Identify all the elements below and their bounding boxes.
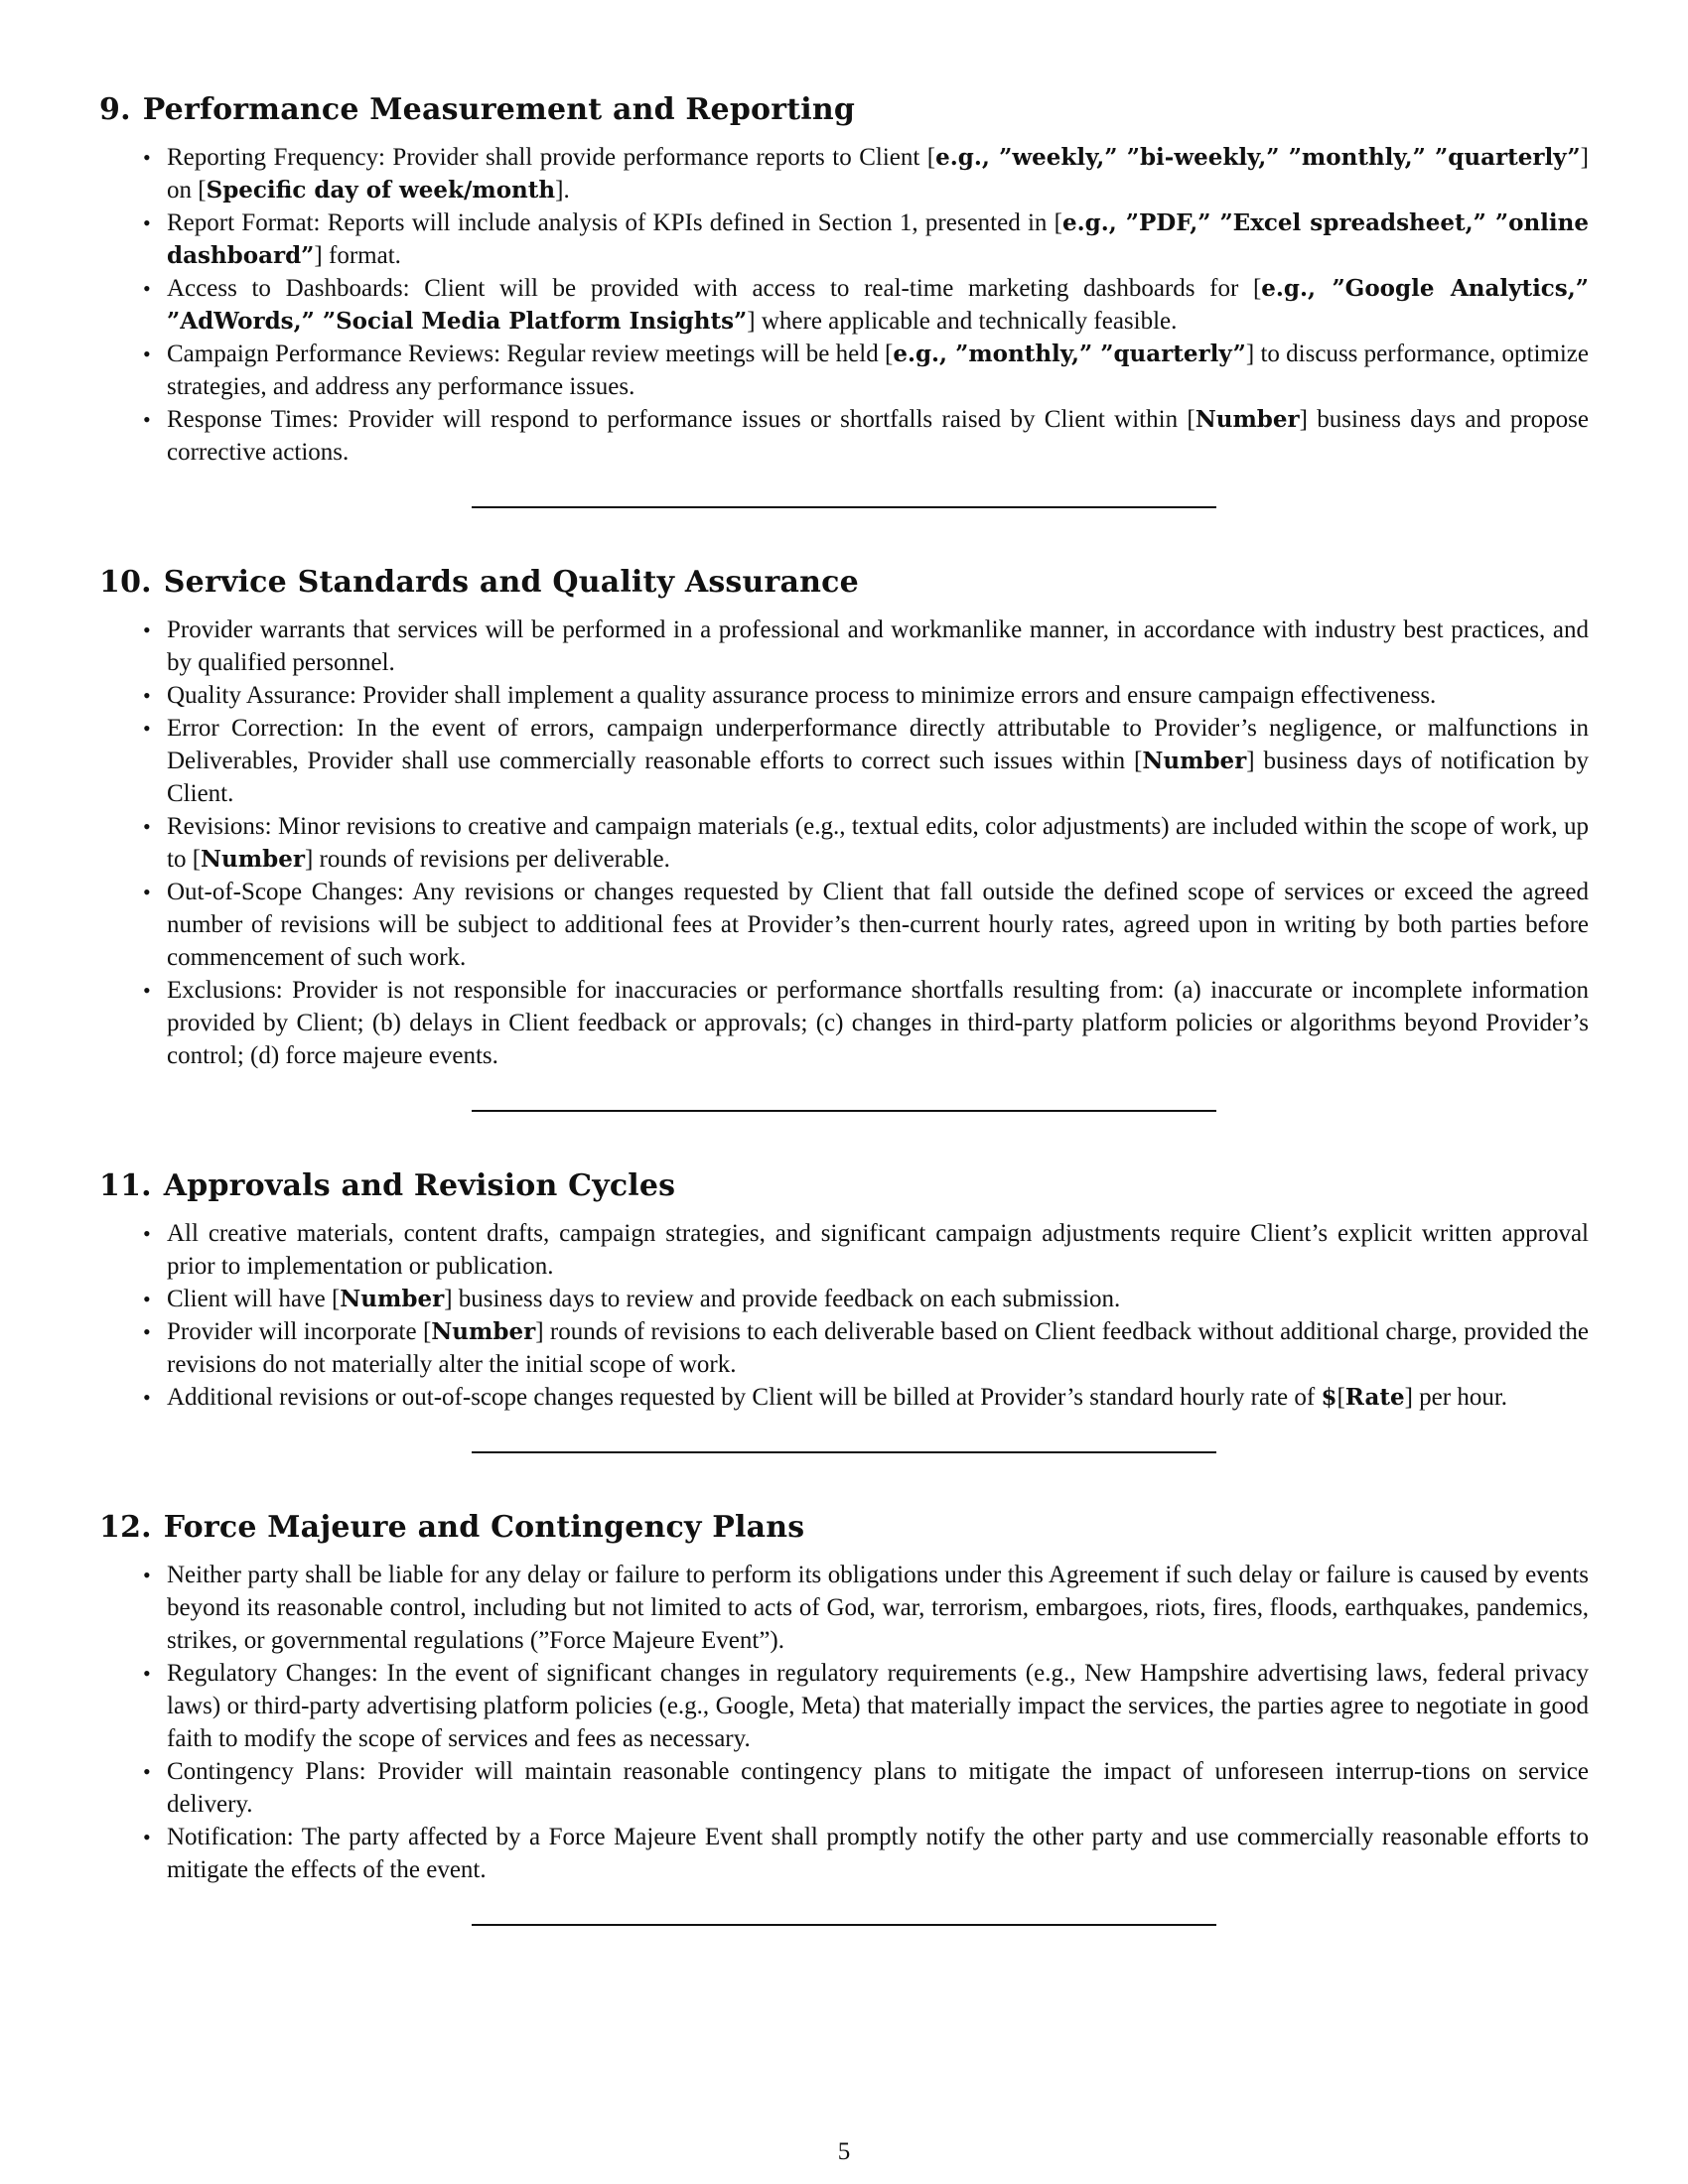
item-text: Notification: The party affected by a Force Majeure Event shall promptly notify the other party and use commercially reasonable efforts to mitigate the effects of the event.	[167, 1824, 1589, 1883]
list-item	[143, 712, 1589, 810]
section-heading	[99, 91, 1589, 129]
placeholder-text: Rate	[1344, 1384, 1405, 1411]
list-item	[143, 876, 1589, 974]
item-text: Report Format: Reports will include analysis of KPIs defined in Section 1, presented in [	[167, 209, 1062, 236]
placeholder-text: Number	[1142, 748, 1247, 774]
placeholder-text: Specific day of week/month	[206, 177, 556, 204]
item-text: ] business days and propose corrective actions.	[167, 406, 1589, 466]
item-text: [	[926, 144, 936, 171]
placeholder-text: e.g., ”weekly,” ”bi-weekly,” ”monthly,” ”quarterly”	[935, 144, 1581, 171]
bullet-list	[99, 141, 1589, 469]
placeholder-text: Number	[1195, 406, 1300, 433]
bullet-icon: •	[143, 1385, 151, 1410]
item-text: Quality Assurance: Provider shall implement a quality assurance process to minimize errors and ensure campaign effectiveness.	[167, 682, 1437, 709]
bullet-icon: •	[143, 276, 151, 301]
section-divider	[472, 1110, 1216, 1112]
section-11	[99, 1167, 1589, 1414]
list-item	[143, 403, 1589, 469]
section-divider	[472, 1924, 1216, 1926]
item-text: [	[1336, 1384, 1345, 1411]
section-heading	[99, 1509, 1589, 1547]
item-text: Neither party shall be liable for any delay or failure to perform its obligations under this Agreement if such delay or failure is caused by events beyond its reasonable control, including but not limited to acts of God, war, terrorism, embargoes, riots, fires, floods, earthquakes, pandemics, strikes, or governmental regulations (”Force Majeure Event”).	[167, 1562, 1589, 1654]
bullet-icon: •	[143, 978, 151, 1003]
list-item	[143, 272, 1589, 338]
bullet-icon: •	[143, 1759, 151, 1784]
placeholder-text: Number	[340, 1286, 445, 1312]
bullet-icon: •	[143, 880, 151, 904]
bullet-icon: •	[143, 814, 151, 839]
item-text: ] where applicable and technically feasible.	[747, 308, 1178, 335]
list-item	[143, 206, 1589, 272]
section-title: Approvals and Revision Cycles	[163, 1168, 676, 1203]
list-item	[143, 1381, 1589, 1414]
bullet-list	[99, 1217, 1589, 1414]
list-item	[143, 1657, 1589, 1755]
list-item	[143, 1283, 1589, 1315]
item-text: Access to Dashboards: Client will be provided with access to real-time marketing dashboards for [	[167, 275, 1262, 302]
section-10	[99, 564, 1589, 1072]
bullet-icon: •	[143, 1221, 151, 1246]
item-text: All creative materials, content drafts, campaign strategies, and significant campaign adjustments require Client’s explicit written approval prior to implementation or publication.	[167, 1220, 1589, 1280]
section-12	[99, 1509, 1589, 1886]
section-number: 11.	[99, 1168, 152, 1203]
item-text: Contingency Plans: Provider will maintain reasonable contingency plans to mitigate the impact of unforeseen interrup-tions on service delivery.	[167, 1758, 1589, 1818]
section-title: Performance Measurement and Reporting	[142, 92, 856, 127]
bullet-icon: •	[143, 210, 151, 235]
item-text: Additional revisions or out-of-scope changes requested by Client will be billed at Provider’s standard hourly rate of	[167, 1384, 1322, 1411]
bullet-list	[99, 614, 1589, 1072]
list-item	[143, 810, 1589, 876]
item-text: Out-of-Scope Changes: Any revisions or changes requested by Client that fall outside the defined scope of services or exceed the agreed number of revisions will be subject to additional fees at Provider’s then-current hourly rates, agreed upon in writing by both parties before commencement of such work.	[167, 879, 1589, 971]
item-text: Regulatory Changes: In the event of significant changes in regulatory requirements (e.g., New Hampshire advertising laws, federal privacy laws) or third-party advertising platform policies (e.g., Google, Meta) that materially impact the services, the parties agree to negotiate in good faith to modify the scope of services and fees as necessary.	[167, 1660, 1589, 1752]
item-text: ] business days to review and provide feedback on each submission.	[444, 1286, 1121, 1312]
bullet-icon: •	[143, 716, 151, 741]
item-text: Provider will incorporate [	[167, 1318, 432, 1345]
list-item	[143, 679, 1589, 712]
list-item	[143, 141, 1589, 206]
item-text: ] on [	[167, 144, 1589, 204]
bullet-icon: •	[143, 683, 151, 708]
bullet-list	[99, 1559, 1589, 1886]
bullet-icon: •	[143, 1287, 151, 1311]
list-item	[143, 614, 1589, 679]
placeholder-text: $	[1321, 1384, 1337, 1411]
item-text: Error Correction: In the event of errors, campaign underperformance directly attributable to Provider’s negligence, or malfunctions in Deliverables, Provider shall use commercially reasonable efforts to correct such issues within [	[167, 715, 1589, 774]
item-text: ] format.	[314, 242, 401, 269]
item-text: Exclusions: Provider is not responsible for inaccuracies or performance shortfalls resulting from: (a) inaccurate or incomplete information provided by Client; (b) delays in Client feedback or approvals; (c) changes in third-party platform policies or algorithms beyond Provider’s control; (d) force majeure events.	[167, 977, 1589, 1069]
list-item	[143, 1315, 1590, 1381]
bullet-icon: •	[143, 341, 151, 366]
bullet-icon: •	[143, 1319, 151, 1344]
section-number: 10.	[99, 565, 152, 600]
placeholder-text: Number	[431, 1318, 536, 1345]
section-title: Force Majeure and Contingency Plans	[163, 1510, 805, 1545]
item-text: ] rounds of revisions per deliverable.	[304, 846, 670, 873]
item-text: Campaign Performance Reviews: Regular review meetings will be held [	[167, 341, 894, 367]
section-9	[99, 91, 1589, 469]
list-item	[143, 338, 1589, 403]
bullet-icon: •	[143, 407, 151, 432]
item-text: Provider warrants that services will be performed in a professional and workmanlike manner, in accordance with industry best practices, and by qualified personnel.	[167, 616, 1589, 676]
item-text: ] per hour.	[1404, 1384, 1508, 1411]
section-number: 9.	[99, 92, 131, 127]
placeholder-text: e.g., ”monthly,” ”quarterly”	[893, 341, 1246, 367]
section-title: Service Standards and Quality Assurance	[163, 565, 859, 600]
item-text: ] rounds of revisions to each deliverable based on Client feedback without additional charge, provided the revisions do not materially alter the initial scope of work.	[167, 1318, 1590, 1378]
item-text: ].	[555, 177, 570, 204]
item-text: ] to discuss performance, optimize strategies, and address any performance issues.	[167, 341, 1589, 400]
placeholder-text: e.g., ”Google Analytics,” ”AdWords,” ”Social Media Platform Insights”	[167, 275, 1589, 335]
list-item	[143, 1217, 1589, 1283]
section-divider	[472, 1451, 1216, 1453]
section-heading	[99, 1167, 1589, 1205]
item-text: Response Times: Provider will respond to performance issues or shortfalls raised by Client within [	[167, 406, 1196, 433]
item-text: ] business days of notification by Client.	[167, 748, 1589, 807]
list-item	[143, 1821, 1589, 1886]
document-page	[99, 91, 1589, 1981]
list-item	[143, 1755, 1589, 1821]
list-item	[143, 974, 1589, 1072]
item-text: Client will have [	[167, 1286, 341, 1312]
bullet-icon: •	[143, 1563, 151, 1587]
placeholder-text: e.g., ”PDF,” ”Excel spreadsheet,” ”online dashboard”	[167, 209, 1589, 269]
bullet-icon: •	[143, 1825, 151, 1849]
section-number: 12.	[99, 1510, 152, 1545]
item-text: Reporting Frequency: Provider shall provide performance reports to Client	[167, 144, 927, 171]
section-heading	[99, 564, 1589, 602]
page-number: 5	[837, 2138, 851, 2165]
placeholder-text: Number	[201, 846, 305, 873]
bullet-icon: •	[143, 1661, 151, 1686]
list-item	[143, 1559, 1589, 1657]
section-divider	[472, 506, 1216, 508]
bullet-icon: •	[143, 145, 151, 170]
item-text: Revisions: Minor revisions to creative and campaign materials (e.g., textual edits, color adjustments) are included within the scope of work, up to [	[167, 813, 1589, 873]
bullet-icon: •	[143, 617, 151, 642]
